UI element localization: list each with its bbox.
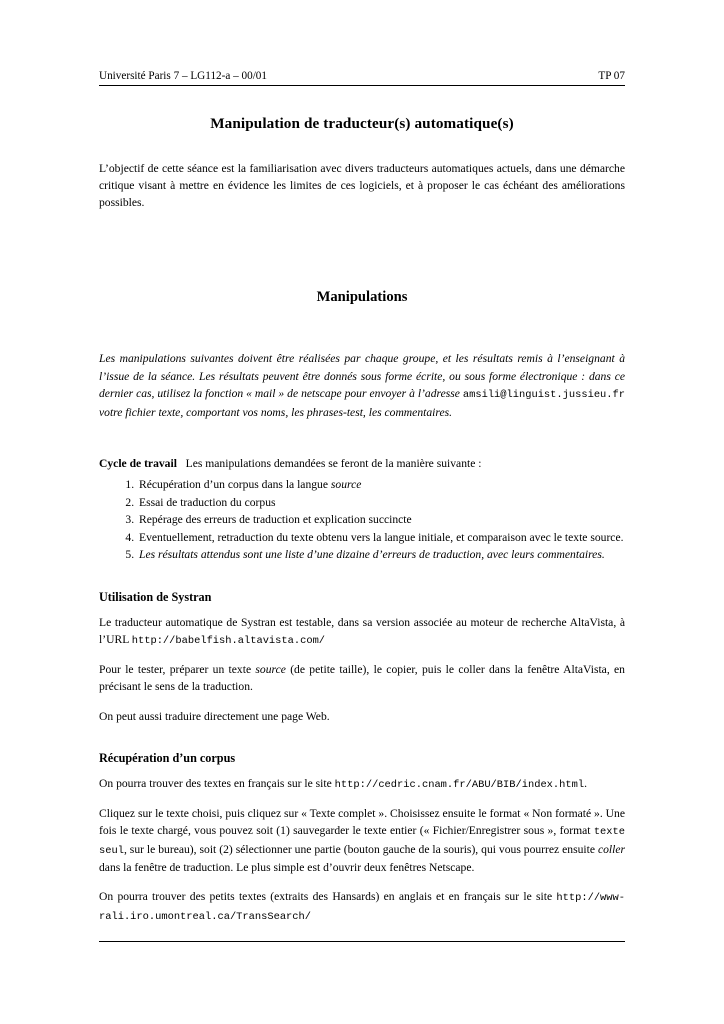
systran-paragraph-1 bbox=[99, 614, 625, 650]
corpus-p2-emphasis: coller bbox=[597, 842, 625, 856]
step-emphasis: source bbox=[330, 478, 362, 492]
page-header bbox=[99, 70, 625, 85]
systran-p1-text: Le traducteur automatique de Systran est testable, dans sa version associée au moteur de recherche AltaVista, à l’URL bbox=[99, 615, 625, 646]
systran-p2-emphasis: source bbox=[255, 663, 286, 677]
corpus-p1-text-after: . bbox=[584, 776, 587, 790]
systran-paragraph-3: On peut aussi traduire directement une page Web. bbox=[99, 709, 330, 723]
cycle-label: Cycle de travail bbox=[99, 457, 177, 471]
corpus-p3-text-before: On pourra trouver des petits textes (extraits des Hansards) en anglais et en français sur le site bbox=[99, 890, 557, 904]
step-text: Eventuellement, retraduction du texte obtenu vers la langue initiale, et comparaison avec le texte source. bbox=[139, 530, 624, 544]
list-item bbox=[137, 530, 625, 546]
header-tp-number: TP 07 bbox=[598, 70, 625, 82]
step-text: Essai de traduction du corpus bbox=[139, 495, 276, 509]
format-texte-seul: texte seul bbox=[99, 826, 625, 857]
page-title: Manipulation de traducteur(s) automatique(s) bbox=[210, 115, 514, 132]
intro-text-part1: Les manipulations suivantes doivent être réalisées par chaque groupe, et les résultats remis à l’enseignant à l’issue de la séance. Les résultats peuvent être donnés sous forme écrite, ou sous forme électronique : dans ce dernier cas, utilisez la fonction « mail » de netscape pour envoyer à l’adresse bbox=[99, 352, 625, 401]
intro-paragraph bbox=[99, 350, 625, 421]
cycle-steps-list bbox=[99, 477, 625, 563]
corpus-p2-text-a: Cliquez sur le texte choisi, puis cliquez sur « Texte complet ». Choisissez ensuite le format « Non formaté ». Une fois le texte chargé, vous pouvez soit (1) sauvegarder le texte entier (« Fichier/Enregistrer sous », format bbox=[99, 807, 625, 838]
footer-rule bbox=[99, 941, 625, 942]
list-item bbox=[137, 547, 625, 563]
list-item bbox=[137, 512, 625, 528]
systran-p2-text-after: (de petite taille), le copier, puis le coller dans la fenêtre AltaVista, en précisant le sens de la traduction. bbox=[99, 663, 625, 694]
list-item bbox=[137, 495, 625, 511]
babelfish-url: http://babelfish.altavista.com/ bbox=[131, 634, 326, 647]
corpus-p1-text-before: On pourra trouver des textes en français sur le site bbox=[99, 776, 335, 790]
step-emphasis: Les résultats attendus sont une liste d’une dizaine d’erreurs de traduction, avec leurs commentaires. bbox=[139, 548, 605, 562]
abu-url: http://cedric.cnam.fr/ABU/BIB/index.html bbox=[334, 778, 585, 791]
abstract-paragraph: L’objectif de cette séance est la familiarisation avec divers traducteurs automatiques actuels, dans une démarche critique visant à mettre en évidence les limites de ces logiciels, et à proposer le cas échéant des améliorations possibles. bbox=[99, 162, 625, 210]
cycle-lead-text: Les manipulations demandées se feront de la manière suivante : bbox=[185, 457, 482, 471]
corpus-paragraph-3 bbox=[99, 888, 625, 925]
systran-paragraph-2 bbox=[99, 661, 625, 695]
corpus-paragraph-2 bbox=[99, 805, 625, 876]
subsection-systran-heading: Utilisation de Systran bbox=[99, 589, 212, 604]
header-rule bbox=[99, 85, 625, 86]
contact-email: amsili@linguist.jussieu.fr bbox=[462, 389, 625, 402]
transsearch-url: http://www-rali.iro.umontreal.ca/TransSearch/ bbox=[99, 892, 625, 923]
step-text: Repérage des erreurs de traduction et explication succincte bbox=[139, 513, 412, 527]
corpus-p2-text-c: dans la fenêtre de traduction. Le plus simple est d’ouvrir deux fenêtres Netscape. bbox=[99, 861, 475, 875]
corpus-paragraph-1 bbox=[99, 775, 625, 793]
corpus-p2-text-b: , sur le bureau), soit (2) sélectionner une partie (bouton gauche de la souris), qui vous pourrez ensuite bbox=[123, 842, 598, 856]
list-item bbox=[137, 477, 625, 493]
intro-text-part2: votre fichier texte, comportant vos noms, les phrases-test, les commentaires. bbox=[99, 405, 453, 419]
document-page bbox=[99, 70, 625, 925]
cycle-de-travail-block bbox=[99, 455, 625, 472]
section-title-manipulations: Manipulations bbox=[316, 289, 408, 306]
systran-p2-text-before: Pour le tester, préparer un texte bbox=[99, 663, 256, 677]
subsection-corpus-heading: Récupération d’un corpus bbox=[99, 750, 236, 765]
header-course-info: Université Paris 7 – LG112-a – 00/01 bbox=[99, 70, 267, 82]
step-text: Récupération d’un corpus dans la langue bbox=[139, 478, 331, 492]
